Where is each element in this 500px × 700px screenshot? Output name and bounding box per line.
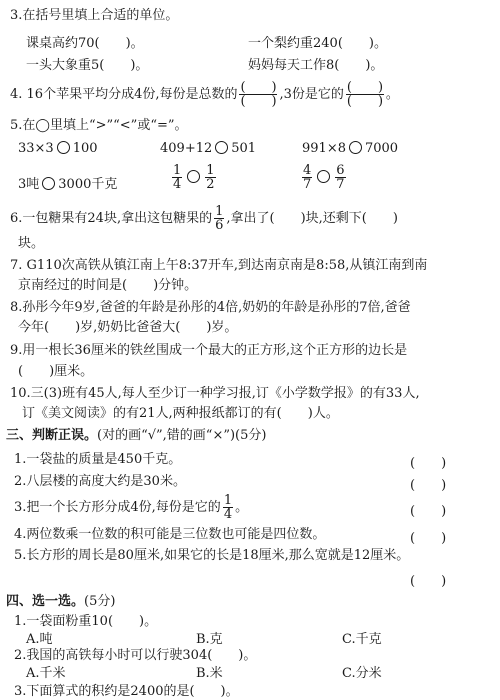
q8-line-1: 8.孙彤今年9岁,爸爸的年龄是孙彤的4倍,奶奶的年龄是孙彤的7倍,爸爸 (10, 300, 411, 315)
judge-item-5: 5.长方形的周长是80厘米,如果它的长是18厘米,那么宽就是12厘米。 (14, 548, 410, 563)
q7-line-1: 7. G110次高铁从镇江南上午8:37开车,到达南京南是8:58,从镇江南到南 (10, 258, 428, 273)
compare-circle-icon (187, 170, 200, 183)
q4-text-2: ,3份是它的 (279, 87, 344, 102)
judge-answer-3: ( ) (410, 504, 447, 519)
section-3-heading (6, 428, 266, 444)
choice-2-option-c: C.分米 (342, 666, 382, 681)
choice-1-option-b: B.克 (196, 632, 223, 647)
section-4-title: 四、选一选。 (6, 594, 85, 609)
q3-item-c: 一头大象重5( )。 (26, 58, 149, 73)
q5-compare-5: $\frac{1}{4}$ $\frac{1}{2}$ (173, 163, 215, 192)
q6-fraction: $\frac{1}{6}$ (215, 204, 224, 233)
judge-answer-4: ( ) (410, 531, 447, 546)
compare-circle-icon (57, 141, 70, 154)
choice-1-option-a: A.吨 (26, 632, 53, 647)
compare-circle-icon (215, 141, 228, 154)
q5-compare-2: 409+12 501 (160, 141, 257, 156)
q5-compare-3: 991×8 7000 (302, 141, 399, 156)
q3-item-a: 课桌高约70( )。 (26, 36, 144, 51)
judge-answer-1: ( ) (410, 456, 447, 471)
choice-2-option-a: A.千米 (26, 666, 66, 681)
section-3-title: 三、判断正误。 (6, 428, 98, 443)
q5-compare-1: 33×3 100 (18, 141, 98, 156)
q4-line (10, 80, 399, 110)
q9-line-1: 9.用一根长36厘米的铁丝围成一个最大的正方形,这个正方形的边长是 (10, 343, 408, 358)
judge-item-1: 1.一袋盐的质量是450千克。 (14, 452, 182, 467)
judge-item-2: 2.八层楼的高度大约是30米。 (14, 474, 186, 489)
judge-answer-2: ( ) (410, 478, 447, 493)
q9-line-2: ( )厘米。 (18, 364, 94, 379)
section-3-note: (对的画“√”,错的画“×”)(5分) (97, 428, 267, 443)
q3-item-d: 妈妈每天工作8( )。 (248, 58, 384, 73)
judge-item-4: 4.两位数乘一位数的积可能是三位数也可能是四位数。 (14, 527, 326, 542)
compare-circle-icon (42, 177, 55, 190)
choice-1-option-c: C.千克 (342, 632, 382, 647)
q8-line-2: 今年( )岁,奶奶比爸爸大( )岁。 (18, 320, 238, 335)
judge-item-3-fraction: $\frac{1}{4}$ (223, 493, 233, 522)
q6-line-1: 6.一包糖果有24块,拿出这包糖果的 $\frac{1}{6}$ ,拿出了( )块,还剩下( ) (10, 204, 398, 233)
q4-blank-fraction-1: $\frac{( )}{( )}$ (240, 80, 277, 109)
q4-blank-fraction-2: $\frac{( )}{( )}$ (346, 80, 384, 109)
choice-question-1: 1.一袋面粉重10( )。 (14, 614, 158, 629)
compare-circle-icon (317, 170, 330, 183)
judge-item-3: 3.把一个长方形分成4份,每份是它的 $\frac{1}{4}$ 。 (14, 493, 249, 522)
judge-answer-5: ( ) (410, 574, 447, 589)
q6-line-2: 块。 (18, 236, 45, 251)
q10-line-1: 10.三(3)班有45人,每人至少订一种学习报,订《小学数学报》的有33人, (10, 386, 420, 401)
q4-text-3: 。 (385, 87, 399, 102)
q5-compare-6: $\frac{4}{7}$ $\frac{6}{7}$ (303, 163, 345, 192)
compare-circle-icon (349, 141, 362, 154)
choice-question-3: 3.下面算式的积约是2400的是( )。 (14, 684, 239, 699)
q7-line-2: 京南经过的时间是( )分钟。 (18, 278, 198, 293)
q4-text-1: 4. 16个苹果平均分成4份,每份是总数的 (10, 87, 238, 102)
choice-2-option-b: B.米 (196, 666, 223, 681)
q3-title: 3.在括号里填上合适的单位。 (10, 8, 179, 23)
q3-item-b: 一个梨约重240( )。 (248, 36, 387, 51)
q5-title: 5.在◯里填上“>”“<”或“=”。 (10, 118, 188, 133)
choice-question-2: 2.我国的高铁每小时可以行驶304( )。 (14, 648, 257, 663)
section-4-heading (6, 594, 115, 610)
q10-line-2: 订《美文阅读》的有21人,两种报纸都订的有( )人。 (22, 406, 339, 421)
q5-compare-4: 3吨 3000千克 (18, 177, 118, 192)
section-4-score: (5分) (84, 594, 116, 609)
